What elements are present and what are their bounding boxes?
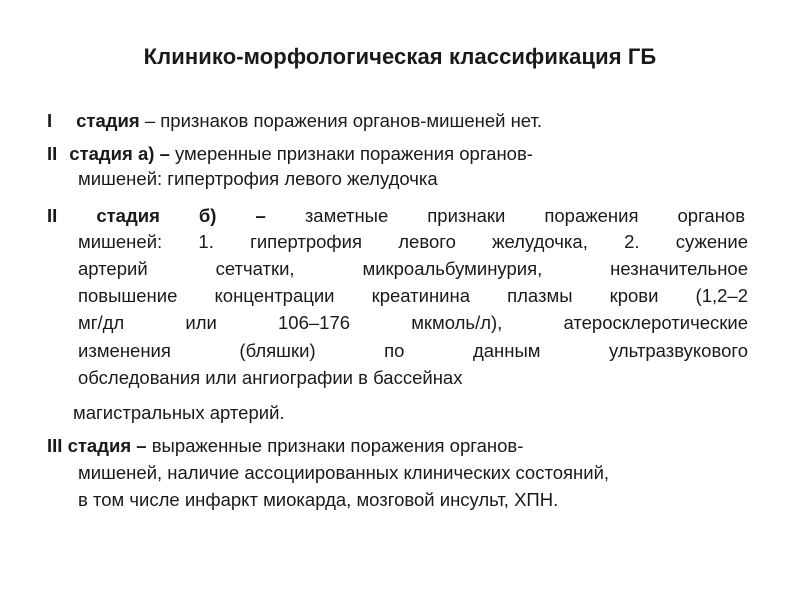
stage-1-label: стадия <box>76 110 140 131</box>
stage-2b-label: стадия б) <box>96 205 217 226</box>
stage-2b-line-8: магистральных артерий. <box>73 402 285 423</box>
stage-1-dash: – <box>144 110 156 131</box>
stage-1-text: признаков поражения органов-мишеней нет. <box>160 110 543 131</box>
slide-title: Клинико-морфологическая классификация ГБ <box>143 44 657 69</box>
stage-2b-line-5: мг/дл или 106–176 мкмоль/л), атеросклеротические <box>78 312 748 333</box>
stage-2b-line-2: мишеней: 1. гипертрофия левого желудочка, 2. сужение <box>78 231 748 252</box>
stage-3-text-1: выраженные признаки поражения органов- <box>151 435 524 456</box>
stage-2a-label: стадия а) <box>69 143 155 164</box>
stage-2b-line-7: обследования или ангиографии в бассейнах <box>78 367 463 388</box>
stage-2a-line-2: мишеней: гипертрофия левого желудочка <box>78 168 438 189</box>
stage-2b-line-3: артерий сетчатки, микроальбуминурия, незначительное <box>78 258 748 279</box>
stage-2a-text-1: умеренные признаки поражения органов- <box>175 143 533 164</box>
stage-3-numeral: III <box>47 435 63 456</box>
stage-2a-numeral: II <box>47 143 58 164</box>
stage-2a-dash: – <box>159 143 170 164</box>
stage-2b-line-1 <box>47 205 745 227</box>
stage-1-line <box>47 110 542 132</box>
stage-2b-line-6: изменения (бляшки) по данным ультразвукового <box>78 340 748 361</box>
stage-3-label: стадия <box>67 435 132 456</box>
stage-3-line-3: в том числе инфаркт миокарда, мозговой инсульт, ХПН. <box>78 489 559 510</box>
stage-2b-text-1: заметные признаки поражения органов <box>304 205 746 226</box>
stage-1-numeral: I <box>47 110 53 131</box>
stage-3-line-2: мишеней, наличие ассоциированных клинических состояний, <box>78 462 610 483</box>
stage-2b-numeral: II <box>47 205 58 226</box>
stage-3-line-1 <box>47 435 523 457</box>
stage-2b-line-4: повышение концентрации креатинина плазмы крови (1,2–2 <box>78 285 748 306</box>
stage-2b-dash: – <box>255 205 266 226</box>
stage-2a-line-1 <box>47 143 533 165</box>
stage-3-dash: – <box>136 435 147 456</box>
